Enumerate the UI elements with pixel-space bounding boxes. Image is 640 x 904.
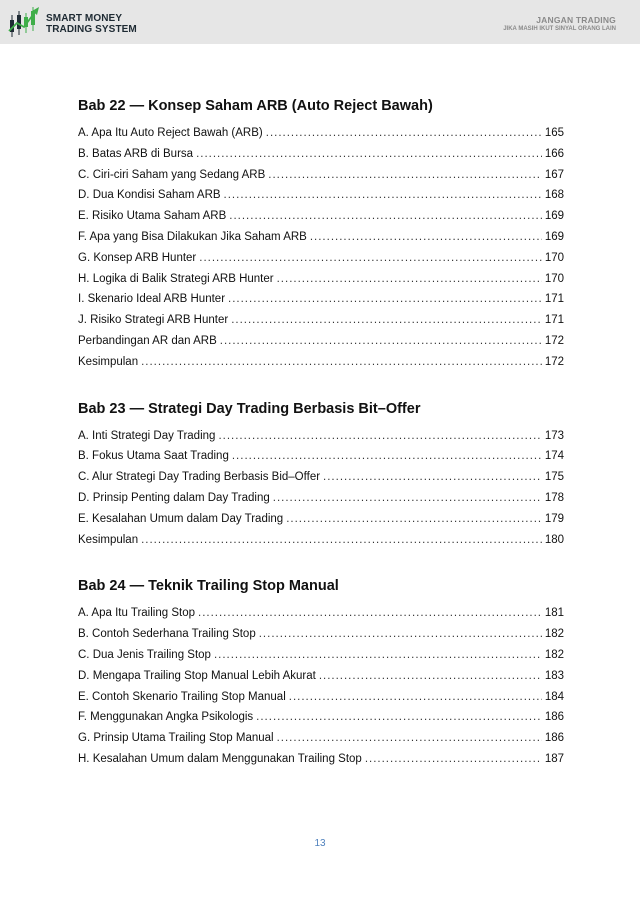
toc-entry-page: 181 bbox=[544, 607, 564, 620]
toc-entry-page: 184 bbox=[544, 690, 564, 703]
toc-entry-page: 172 bbox=[544, 334, 564, 347]
toc-entry-page: 173 bbox=[544, 429, 564, 442]
toc-dot-leader bbox=[232, 446, 542, 467]
toc-entry-page: 175 bbox=[544, 471, 564, 484]
toc-entry[interactable] bbox=[78, 165, 564, 186]
toc-entry-page: 179 bbox=[544, 512, 564, 525]
toc-entry-page: 170 bbox=[544, 272, 564, 285]
toc-entry-label: F. Apa yang Bisa Dilakukan Jika Saham ARB bbox=[78, 230, 307, 243]
toc-entry-page: 169 bbox=[544, 210, 564, 223]
toc-entry-label: D. Prinsip Penting dalam Day Trading bbox=[78, 491, 270, 504]
toc-entry[interactable] bbox=[78, 426, 564, 447]
toc-entry-page: 170 bbox=[544, 251, 564, 264]
toc-dot-leader bbox=[196, 144, 542, 165]
toc-dot-leader bbox=[266, 123, 542, 144]
page-header bbox=[0, 0, 640, 44]
toc-entry-label: I. Skenario Ideal ARB Hunter bbox=[78, 293, 226, 306]
toc-entry-label: G. Prinsip Utama Trailing Stop Manual bbox=[78, 732, 274, 745]
toc-entry-page: 171 bbox=[544, 314, 564, 327]
chapter-title: Bab 22 — Konsep Saham ARB (Auto Reject Bawah) bbox=[78, 98, 433, 114]
toc-entry-page: 178 bbox=[544, 491, 564, 504]
toc-entry[interactable] bbox=[78, 530, 564, 551]
toc-entry[interactable] bbox=[78, 269, 564, 290]
toc-dot-leader bbox=[268, 165, 542, 186]
toc-entry-label: H. Kesalahan Umum dalam Menggunakan Trailing Stop bbox=[78, 752, 362, 765]
logo-line-2: TRADING SYSTEM bbox=[46, 24, 137, 35]
toc-dot-leader bbox=[323, 467, 542, 488]
toc-entry-label: E. Contoh Skenario Trailing Stop Manual bbox=[78, 690, 286, 703]
toc-entry[interactable] bbox=[78, 227, 564, 248]
toc-entry[interactable] bbox=[78, 248, 564, 269]
toc-dot-leader bbox=[141, 530, 542, 551]
toc-entry[interactable] bbox=[78, 509, 564, 530]
toc-entry[interactable] bbox=[78, 603, 564, 624]
toc-dot-leader bbox=[228, 289, 542, 310]
toc-entry[interactable] bbox=[78, 185, 564, 206]
chapter-section bbox=[78, 578, 564, 769]
toc-entry[interactable] bbox=[78, 289, 564, 310]
toc-entry[interactable] bbox=[78, 645, 564, 666]
toc-entry-page: 169 bbox=[544, 230, 564, 243]
toc-entry-page: 186 bbox=[544, 732, 564, 745]
toc-dot-leader bbox=[310, 227, 542, 248]
toc-entry-label: C. Alur Strategi Day Trading Berbasis Bid–Offer bbox=[78, 471, 321, 484]
toc-dot-leader bbox=[229, 206, 542, 227]
toc-dot-leader bbox=[277, 728, 542, 749]
toc-entry[interactable] bbox=[78, 206, 564, 227]
tagline-line-1: JANGAN TRADING bbox=[536, 15, 616, 25]
toc-entry-label: Perbandingan AR dan ARB bbox=[78, 334, 217, 347]
toc-entry-label: F. Menggunakan Angka Psikologis bbox=[78, 711, 254, 724]
table-of-contents bbox=[78, 98, 564, 798]
brand-logo bbox=[8, 3, 158, 41]
toc-entry-page: 174 bbox=[544, 450, 564, 463]
toc-entry[interactable] bbox=[78, 749, 564, 770]
toc-entry-label: A. Inti Strategi Day Trading bbox=[78, 429, 216, 442]
toc-entry-label: E. Kesalahan Umum dalam Day Trading bbox=[78, 512, 284, 525]
toc-entry-page: 186 bbox=[544, 711, 564, 724]
toc-dot-leader bbox=[273, 488, 542, 509]
toc-entry-label: C. Ciri-ciri Saham yang Sedang ARB bbox=[78, 168, 266, 181]
toc-dot-leader bbox=[277, 269, 542, 290]
toc-dot-leader bbox=[231, 310, 542, 331]
toc-entry-page: 180 bbox=[544, 533, 564, 546]
toc-entry-label: H. Logika di Balik Strategi ARB Hunter bbox=[78, 272, 274, 285]
toc-dot-leader bbox=[365, 749, 542, 770]
toc-entry-label: Kesimpulan bbox=[78, 355, 139, 368]
toc-entry[interactable] bbox=[78, 624, 564, 645]
toc-entry[interactable] bbox=[78, 666, 564, 687]
toc-entry[interactable] bbox=[78, 707, 564, 728]
toc-entry-page: 167 bbox=[544, 168, 564, 181]
toc-entry[interactable] bbox=[78, 123, 564, 144]
toc-dot-leader bbox=[199, 248, 542, 269]
toc-entry-page: 168 bbox=[544, 189, 564, 202]
toc-entry-label: A. Apa Itu Trailing Stop bbox=[78, 607, 195, 620]
toc-entry[interactable] bbox=[78, 310, 564, 331]
toc-entry[interactable] bbox=[78, 467, 564, 488]
chapter-title: Bab 24 — Teknik Trailing Stop Manual bbox=[78, 578, 339, 595]
toc-entry-page: 166 bbox=[544, 147, 564, 160]
toc-entry-page: 182 bbox=[544, 648, 564, 661]
header-tagline bbox=[503, 15, 616, 33]
toc-entry[interactable] bbox=[78, 352, 564, 373]
toc-dot-leader bbox=[220, 331, 542, 352]
candlestick-logo-icon bbox=[8, 3, 42, 41]
toc-entry-label: B. Contoh Sederhana Trailing Stop bbox=[78, 628, 256, 641]
toc-entry-label: J. Risiko Strategi ARB Hunter bbox=[78, 314, 229, 327]
page-number: 13 bbox=[314, 838, 326, 849]
toc-dot-leader bbox=[141, 352, 542, 373]
toc-entry[interactable] bbox=[78, 488, 564, 509]
chapter-section bbox=[78, 98, 564, 373]
toc-entry[interactable] bbox=[78, 144, 564, 165]
toc-dot-leader bbox=[198, 603, 542, 624]
toc-entry-label: B. Fokus Utama Saat Trading bbox=[78, 450, 229, 463]
logo-text bbox=[46, 13, 137, 35]
toc-dot-leader bbox=[214, 645, 542, 666]
toc-dot-leader bbox=[218, 426, 541, 447]
toc-dot-leader bbox=[319, 666, 542, 687]
toc-entry[interactable] bbox=[78, 331, 564, 352]
chapter-title: Bab 23 — Strategi Day Trading Berbasis Bit–Offer bbox=[78, 400, 421, 417]
toc-entry-label: C. Dua Jenis Trailing Stop bbox=[78, 648, 211, 661]
toc-entry-label: D. Dua Kondisi Saham ARB bbox=[78, 189, 221, 202]
toc-entry-page: 183 bbox=[544, 669, 564, 682]
toc-entry-page: 187 bbox=[544, 752, 564, 765]
toc-entry-label: D. Mengapa Trailing Stop Manual Lebih Akurat bbox=[78, 669, 316, 682]
toc-entry-label: A. Apa Itu Auto Reject Bawah (ARB) bbox=[78, 127, 263, 139]
toc-entry-page: 172 bbox=[544, 355, 564, 368]
toc-entry[interactable] bbox=[78, 728, 564, 749]
toc-entry-page: 165 bbox=[544, 127, 564, 139]
toc-entry-label: Kesimpulan bbox=[78, 533, 139, 546]
toc-entry-label: E. Risiko Utama Saham ARB bbox=[78, 210, 227, 223]
chapter-section bbox=[78, 401, 564, 551]
toc-dot-leader bbox=[256, 707, 542, 728]
toc-dot-leader bbox=[259, 624, 542, 645]
toc-entry[interactable] bbox=[78, 446, 564, 467]
tagline-line-2: JIKA MASIH IKUT SINYAL ORANG LAIN bbox=[503, 26, 616, 32]
toc-dot-leader bbox=[289, 687, 542, 708]
logo-line-1: SMART MONEY bbox=[46, 13, 123, 24]
toc-entry[interactable] bbox=[78, 687, 564, 708]
toc-entry-page: 171 bbox=[544, 293, 564, 306]
toc-entry-page: 182 bbox=[544, 628, 564, 641]
toc-entry-label: G. Konsep ARB Hunter bbox=[78, 251, 197, 264]
toc-dot-leader bbox=[224, 185, 542, 206]
toc-entry-label: B. Batas ARB di Bursa bbox=[78, 147, 194, 160]
toc-dot-leader bbox=[286, 509, 542, 530]
